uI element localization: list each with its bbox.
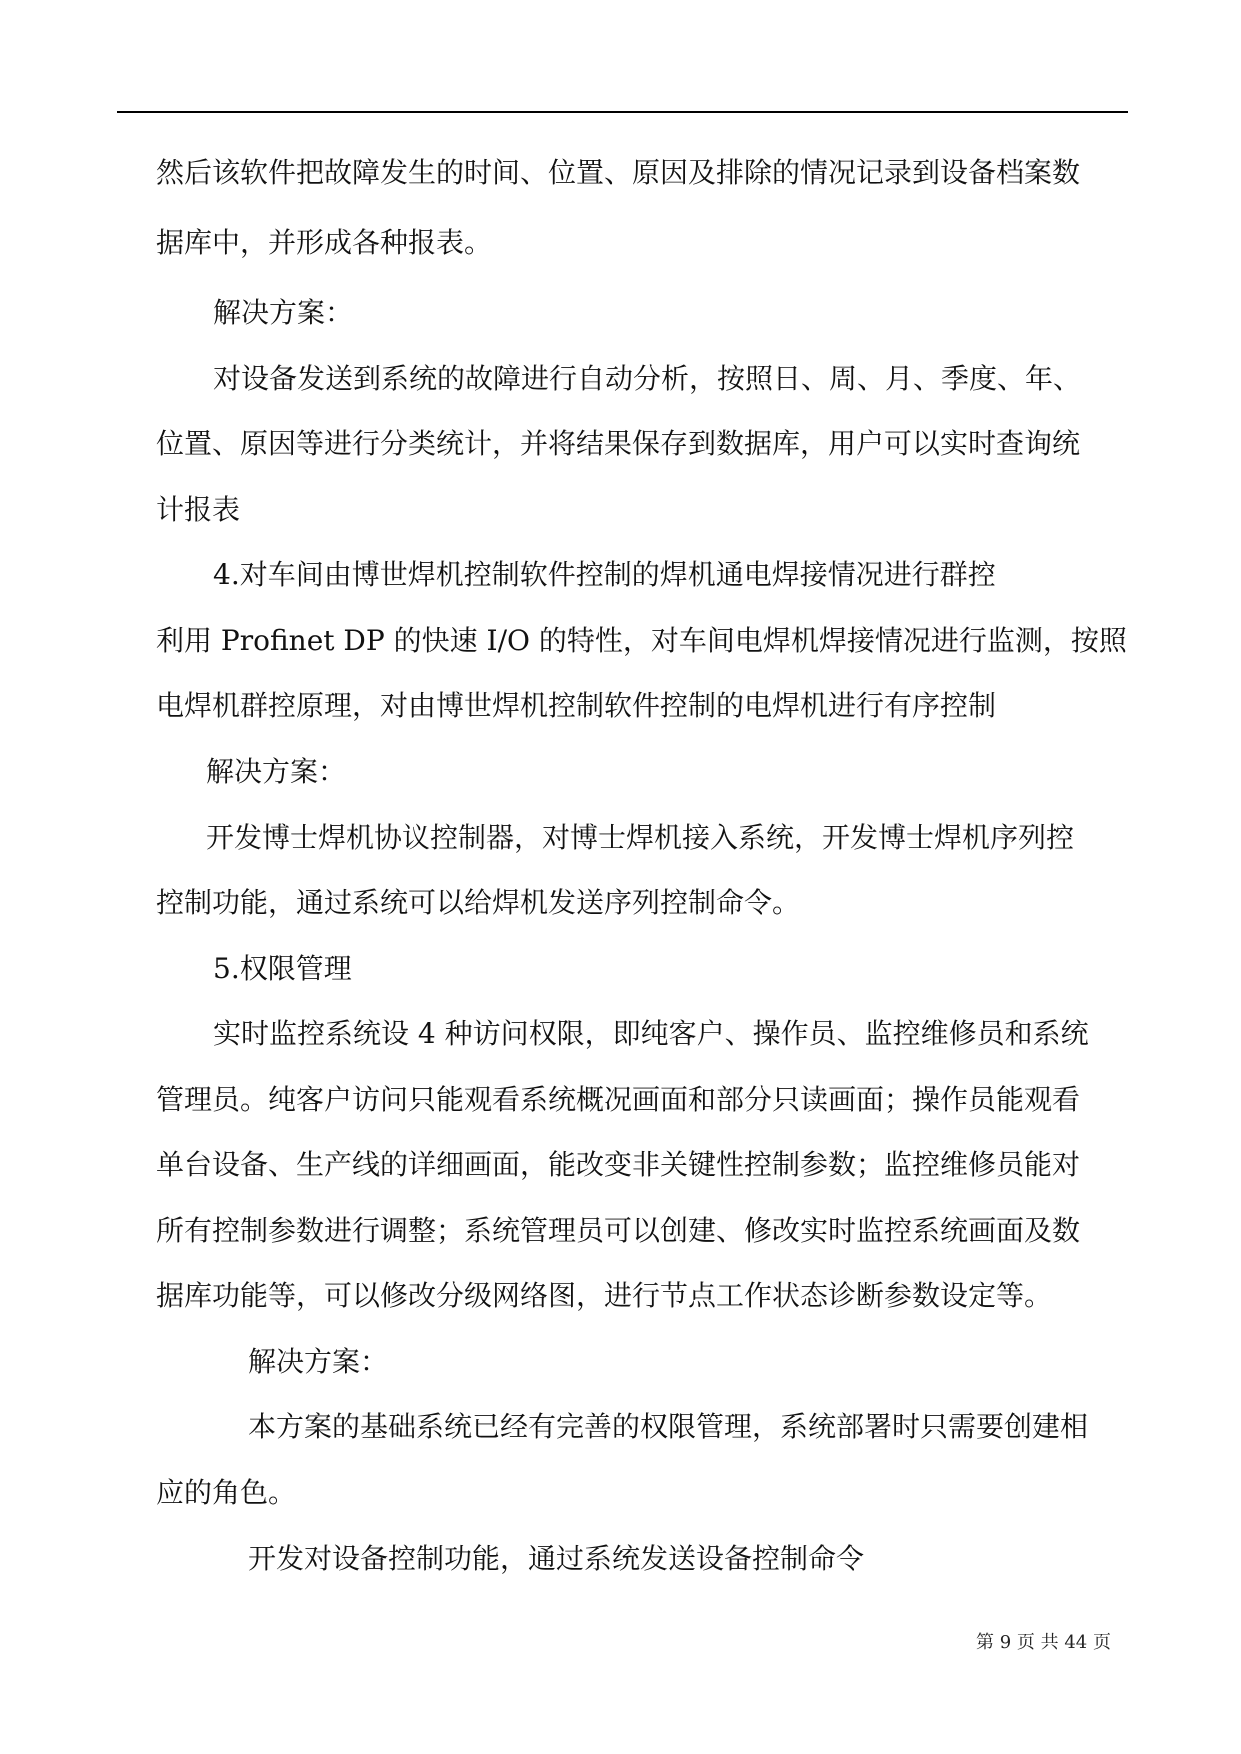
body-line-15: 管理员。纯客户访问只能观看系统概况画面和部分只读画面；操作员能观看 bbox=[156, 1083, 1081, 1116]
body-line-17: 所有控制参数进行调整；系统管理员可以创建、修改实时监控系统画面及数 bbox=[156, 1214, 1081, 1247]
body-line-13: 5.权限管理 bbox=[213, 952, 352, 985]
body-line-21: 应的角色。 bbox=[156, 1476, 297, 1509]
body-line-22: 开发对设备控制功能，通过系统发送设备控制命令 bbox=[248, 1542, 865, 1575]
body-line-2: 据库中，并形成各种报表。 bbox=[156, 226, 493, 259]
body-line-20: 本方案的基础系统已经有完善的权限管理，系统部署时只需要创建相 bbox=[248, 1410, 1089, 1443]
body-line-10: 解决方案： bbox=[206, 755, 347, 788]
body-line-3: 解决方案： bbox=[213, 296, 354, 329]
body-line-16: 单台设备、生产线的详细画面，能改变非关键性控制参数；监控维修员能对 bbox=[156, 1148, 1081, 1181]
body-line-4: 对设备发送到系统的故障进行自动分析，按照日、周、月、季度、年、 bbox=[213, 362, 1082, 395]
body-line-1: 然后该软件把故障发生的时间、位置、原因及排除的情况记录到设备档案数 bbox=[156, 156, 1081, 189]
body-line-11: 开发博士焊机协议控制器，对博士焊机接入系统，开发博士焊机序列控 bbox=[206, 821, 1075, 854]
page-number: 第 9 页 共 44 页 bbox=[976, 1632, 1111, 1653]
body-line-12: 控制功能，通过系统可以给焊机发送序列控制命令。 bbox=[156, 886, 801, 919]
body-line-18: 据库功能等，可以修改分级网络图，进行节点工作状态诊断参数设定等。 bbox=[156, 1279, 1053, 1312]
body-line-6: 计报表 bbox=[156, 493, 241, 526]
body-line-8: 利用 Profinet DP 的快速 I/O 的特性，对车间电焊机焊接情况进行监测，按照 bbox=[156, 624, 1127, 657]
body-line-9: 电焊机群控原理，对由博世焊机控制软件控制的电焊机进行有序控制 bbox=[156, 689, 997, 722]
body-line-5: 位置、原因等进行分类统计，并将结果保存到数据库，用户可以实时查询统 bbox=[156, 427, 1081, 460]
body-line-19: 解决方案： bbox=[248, 1345, 389, 1378]
header-rule bbox=[117, 111, 1128, 113]
body-line-14: 实时监控系统设 4 种访问权限，即纯客户、操作员、监控维修员和系统 bbox=[213, 1017, 1089, 1050]
body-line-7: 4.对车间由博世焊机控制软件控制的焊机通电焊接情况进行群控 bbox=[213, 558, 996, 591]
